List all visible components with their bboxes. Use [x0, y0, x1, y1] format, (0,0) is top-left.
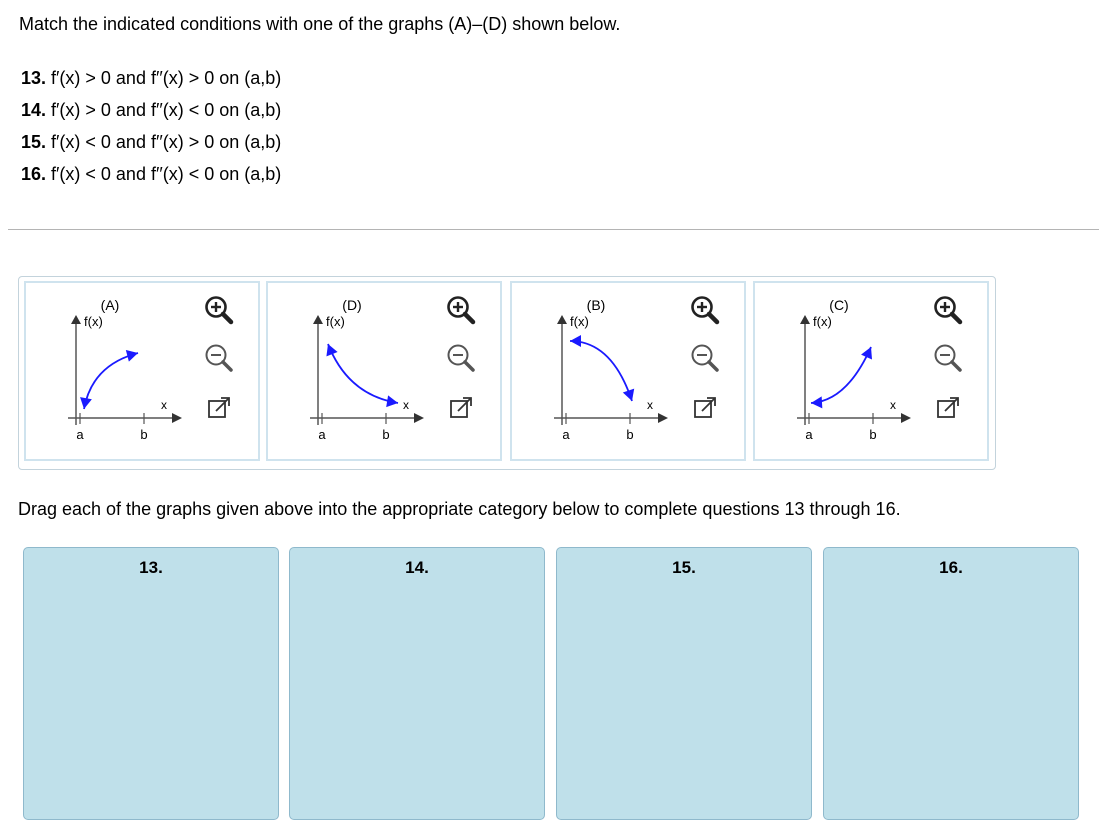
graph-card-b[interactable] [510, 281, 746, 461]
y-axis-arrow [557, 315, 567, 324]
zoom-out-icon[interactable] [202, 341, 236, 375]
graph-plot [62, 291, 202, 456]
bin-label: 16. [939, 558, 963, 577]
zoom-in-icon[interactable] [202, 293, 236, 327]
bin-label: 13. [139, 558, 163, 577]
popout-icon[interactable] [931, 391, 965, 425]
condition-13 [21, 62, 281, 94]
graph-plot [791, 291, 931, 456]
condition-16 [21, 158, 281, 190]
y-axis-label: f(x) [813, 314, 832, 329]
zoom-out-icon[interactable] [444, 341, 478, 375]
graph-card-a[interactable] [24, 281, 260, 461]
condition-number: 16. [21, 164, 47, 184]
drop-bin-13[interactable] [23, 547, 279, 820]
function-curve [328, 344, 398, 403]
conditions-list [21, 62, 281, 190]
x-axis-arrow [658, 413, 668, 423]
y-axis-arrow [800, 315, 810, 324]
y-axis-label: f(x) [570, 314, 589, 329]
condition-number: 15. [21, 132, 47, 152]
tick-label-b: b [869, 427, 877, 442]
zoom-in-icon[interactable] [444, 293, 478, 327]
condition-text: f′(x) < 0 and f′′(x) > 0 on (a,b) [46, 132, 282, 152]
bin-label: 14. [405, 558, 429, 577]
zoom-out-icon[interactable] [688, 341, 722, 375]
section-divider [8, 229, 1099, 230]
drop-bin-16[interactable] [823, 547, 1079, 820]
graph-plot [548, 291, 688, 456]
popout-icon[interactable] [202, 391, 236, 425]
condition-text: f′(x) < 0 and f′′(x) < 0 on (a,b) [46, 164, 282, 184]
graph-label: (A) [100, 297, 120, 313]
curve-arrow-start [811, 396, 822, 408]
x-axis-label: x [647, 398, 653, 412]
condition-15 [21, 126, 281, 158]
tick-label-a: a [318, 427, 326, 442]
zoom-out-icon[interactable] [931, 341, 965, 375]
graph-plot [304, 291, 444, 456]
function-curve [811, 347, 871, 403]
condition-text: f′(x) > 0 and f′′(x) < 0 on (a,b) [46, 100, 282, 120]
tick-label-a: a [562, 427, 570, 442]
y-axis-label: f(x) [326, 314, 345, 329]
zoom-in-icon[interactable] [931, 293, 965, 327]
tick-label-a: a [76, 427, 84, 442]
function-curve [570, 341, 632, 401]
y-axis-label: f(x) [84, 314, 103, 329]
tick-label-b: b [382, 427, 390, 442]
popout-icon[interactable] [688, 391, 722, 425]
condition-14 [21, 94, 281, 126]
graph-tray [18, 276, 996, 470]
instructions: Match the indicated conditions with one of the graphs (A)–(D) shown below. [19, 14, 621, 34]
condition-number: 14. [21, 100, 47, 120]
condition-number: 13. [21, 68, 47, 88]
graph-label: (D) [342, 297, 362, 313]
graph-card-c[interactable] [753, 281, 989, 461]
tick-label-b: b [626, 427, 634, 442]
function-curve [84, 353, 138, 409]
popout-icon[interactable] [444, 391, 478, 425]
curve-arrow-end [386, 395, 398, 407]
x-axis-arrow [901, 413, 911, 423]
x-axis-arrow [414, 413, 424, 423]
condition-text: f′(x) > 0 and f′′(x) > 0 on (a,b) [46, 68, 282, 88]
drop-bin-14[interactable] [289, 547, 545, 820]
curve-arrow-start [570, 335, 581, 347]
graph-label: (B) [586, 297, 606, 313]
x-axis-label: x [161, 398, 167, 412]
x-axis-arrow [172, 413, 182, 423]
curve-arrow-start [80, 397, 92, 409]
tick-label-b: b [140, 427, 148, 442]
bin-label: 15. [672, 558, 696, 577]
drag-instructions: Drag each of the graphs given above into the appropriate category below to complete questions 13 through 16. [18, 499, 901, 519]
x-axis-label: x [890, 398, 896, 412]
drop-bin-15[interactable] [556, 547, 812, 820]
graph-card-d[interactable] [266, 281, 502, 461]
zoom-in-icon[interactable] [688, 293, 722, 327]
graph-label: (C) [829, 297, 849, 313]
y-axis-arrow [313, 315, 323, 324]
y-axis-arrow [71, 315, 81, 324]
tick-label-a: a [805, 427, 813, 442]
x-axis-label: x [403, 398, 409, 412]
curve-arrow-end [126, 350, 138, 362]
